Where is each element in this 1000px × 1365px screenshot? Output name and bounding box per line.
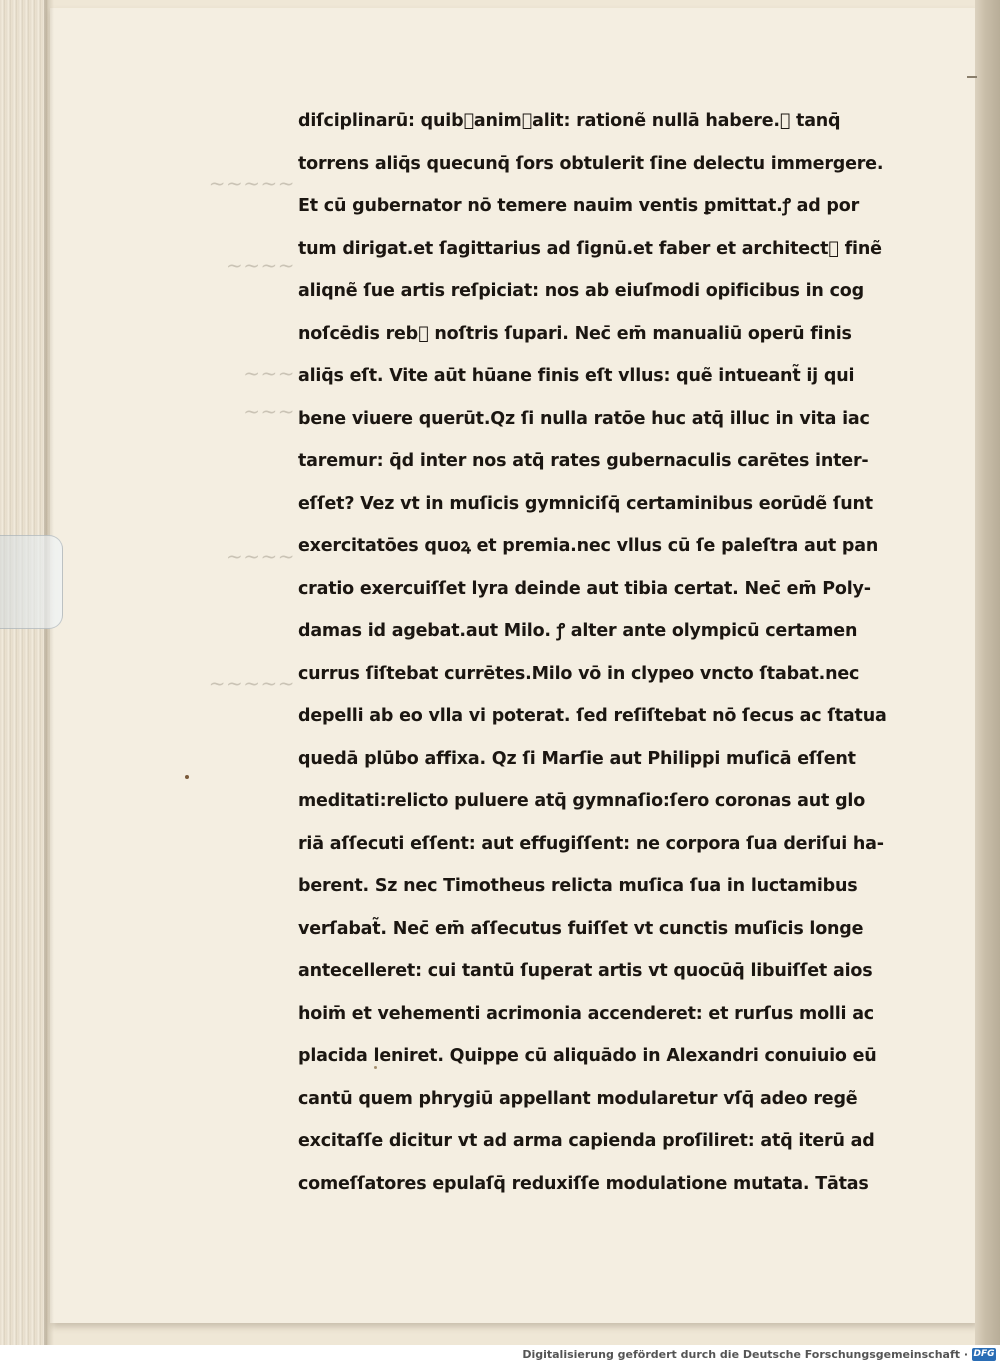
text-line: diſciplinarū: quib᷒anim᷒alit: ratione͂ nullā habere.ꝭ tanq̄ — [298, 111, 841, 131]
footer-bar — [0, 1345, 1000, 1365]
text-line: meditati:relicto puluere atq̄ gymnaſio:ſero coronas aut glo — [298, 791, 866, 811]
dfg-logo: DFG — [973, 1349, 995, 1359]
show-through-marginalia: ~~~~~ — [208, 671, 295, 695]
page-right-edge — [975, 0, 1000, 1345]
text-line: aliq̄s eſt. Vite aūt hūane finis eſt vllus: que͂ intueant͂ ij qui — [298, 366, 855, 386]
text-line: aliqne͂ ſue artis reſpiciat: nos ab eiuſmodi opificibus in cog — [298, 281, 864, 301]
text-line: currus ſiſtebat currētes.Milo vō in clypeo vncto ſtabat.nec — [298, 663, 860, 684]
text-line: hoim̄ et vehementi acrimonia accenderet: et rurſus molli ac — [298, 1003, 874, 1024]
show-through-marginalia: ~~~ — [243, 399, 295, 423]
text-line: taremur: q̄d inter nos atq̄ rates gubernaculis carētes inter- — [298, 451, 869, 471]
text-line: bene viuere querūt.Qz ſi nulla ratōe huc atq̄ illuc in vita iac — [298, 408, 870, 429]
text-line: depelli ab eo vlla vi poterat. ſed reſiſtebat nō ſecus ac ſtatua — [298, 706, 887, 726]
text-line: cantū quem phrygiū appellant modularetur vſq̄ adeo rege͂ — [298, 1088, 858, 1109]
text-line: cratio exercuiſſet lyra deinde aut tibia certat. Nec̄ em̄ Poly- — [298, 578, 871, 599]
page-edge-mark — [967, 76, 977, 78]
text-line: comeſſatores epulaſq̄ reduxiſſe modulatione mutata. Tātas — [298, 1173, 869, 1194]
text-line: riā aſſecuti eſſent: aut effugiſſent: ne corpora ſua deriſui ha- — [298, 833, 884, 854]
text-line: excitaſſe dicitur vt ad arma capienda proſiliret: atq̄ iterū ad — [298, 1131, 875, 1151]
text-line: placida leniret. Quippe cū aliquādo in Alexandri conuiuio eū — [298, 1046, 877, 1066]
text-line: noſcēdis reb᷒ noſtris ſupari. Nec̄ em̄ manualiū operū finis — [298, 323, 852, 344]
text-line: tum dirigat.et ſagittarius ad ſignū.et faber et architect᷒ fine͂ — [298, 238, 882, 259]
text-line: berent. Sz nec Timotheus relicta muſica ſua in luctamibus — [298, 876, 858, 896]
text-line: eſſet? Vez vt in muſicis gymniciſq̄ certaminibus eorūde͂ ſunt — [298, 493, 873, 514]
text-line: torrens aliq̄s quecunq̄ ſors obtulerit ſine delectu immergere. — [298, 153, 884, 174]
text-line: quedā plūbo affixa. Qz ſi Marſie aut Philippi muſicā eſſent — [298, 748, 856, 769]
gutter-shadow — [44, 0, 54, 1345]
text-line: verſabat͂. Nec̄ em̄ aſſecutus fuiſſet vt cunctis muſicis longe — [298, 918, 864, 939]
text-line: Et cū gubernator nō temere nauim ventis ꝑmittat.ꝭ ad por — [298, 196, 860, 216]
text-line: exercitatōes quoꝝ et premia.nec vllus cū ſe paleſtra aut pan — [298, 536, 879, 556]
show-through-marginalia: ~~~~~ — [208, 171, 295, 195]
ink-spot — [185, 775, 189, 779]
page-stack-edges — [0, 0, 48, 1345]
page-clip — [0, 535, 63, 629]
show-through-marginalia: ~~~~ — [225, 544, 295, 568]
show-through-marginalia: ~~~ — [243, 361, 295, 385]
text-line: damas id agebat.aut Milo. ꝭ alter ante olympicū certamen — [298, 621, 858, 641]
funding-credit: Digitalisierung gefördert durch die Deutsche Forschungsgemeinschaft · — [522, 1348, 968, 1361]
text-block — [298, 100, 887, 1205]
text-line: antecelleret: cui tantū ſuperat artis vt quocūq̄ libuiſſet aios — [298, 961, 873, 981]
show-through-marginalia: ~~~~ — [225, 253, 295, 277]
